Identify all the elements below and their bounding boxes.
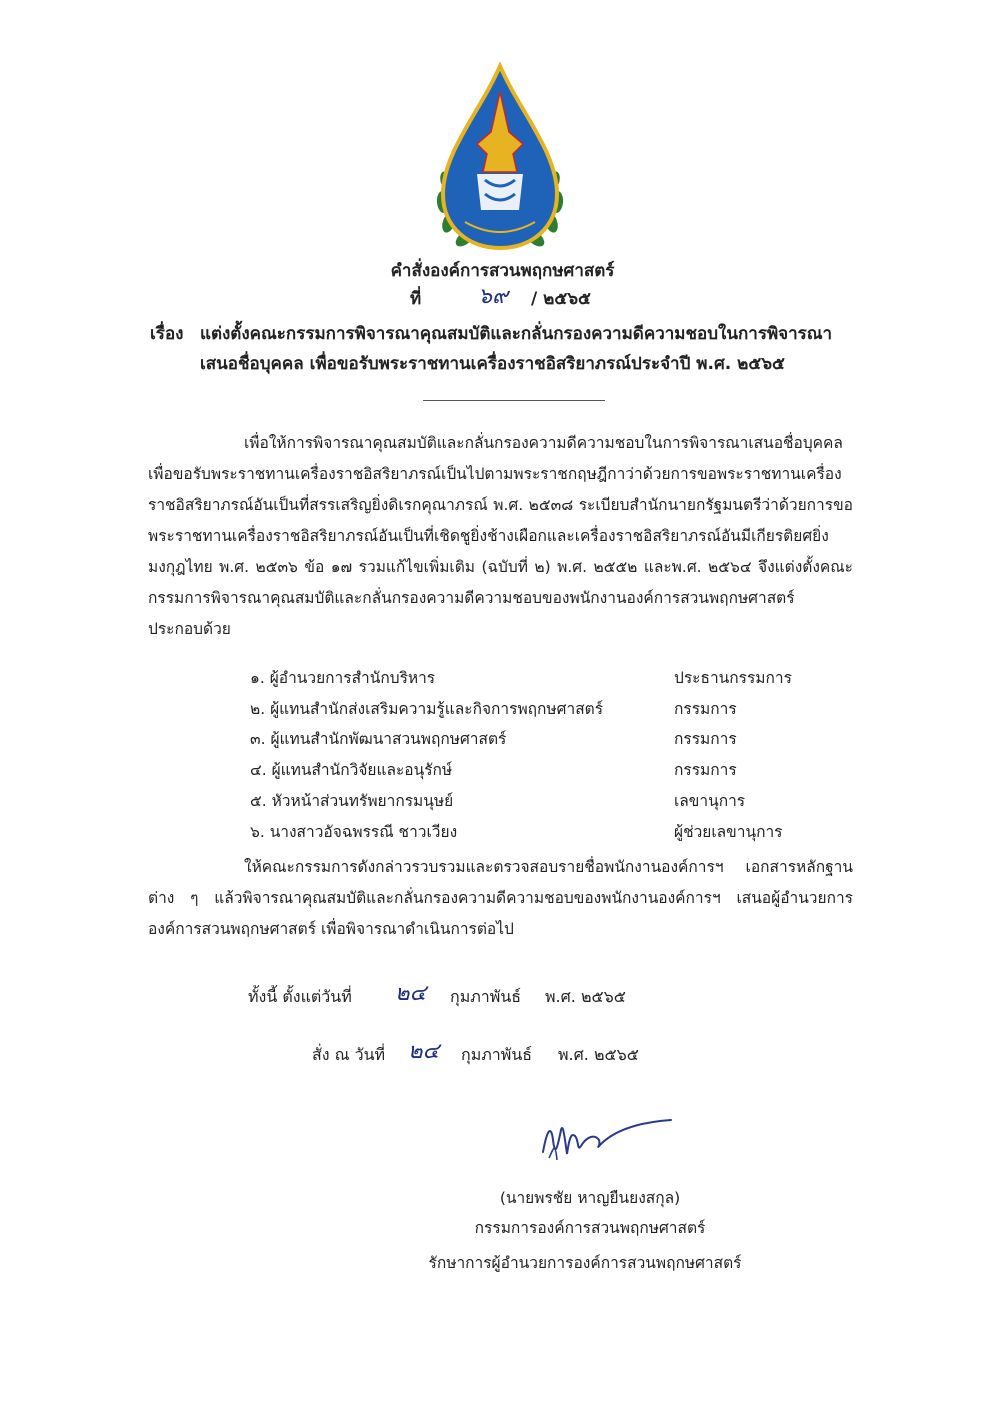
- organization-emblem-icon: [425, 62, 575, 252]
- member-name: ๔. ผู้แทนสำนักวิจัยและอนุรักษ์: [250, 761, 453, 780]
- signer-position-1: กรรมการองค์การสวนพฤกษศาสตร์: [474, 1219, 706, 1237]
- body-paragraph-2: [148, 852, 853, 945]
- list-item: [250, 662, 850, 693]
- body-paragraph-1: [148, 428, 853, 645]
- order-number-prefix: ที่: [410, 289, 422, 309]
- paragraph-1-text: เพื่อให้การพิจารณาคุณสมบัติและกลั่นกรองความดีความชอบในการพิจารณาเสนอชื่อบุคคล เพื่อขอรับพระราชทานเครื่องราชอิสริยาภรณ์เป็นไปตามพระราชกฤษฎีกาว่าด้วยการขอพระราชทานเครื่องราชอิสริยาภรณ์อันเป็นที่สรรเสริญยิ่งดิเรกคุณาภรณ์ พ.ศ. ๒๕๓๘ ระเบียบสำนักนายกรัฐมนตรีว่าด้วยการขอพระราชทานเครื่องราชอิสริยาภรณ์อันเป็นที่เชิดชูยิ่งช้างเผือกและเครื่องราชอิสริยาภรณ์อันมีเกียรติยศยิ่งมงกุฎไทย พ.ศ. ๒๕๓๖ ข้อ ๑๗ รวมแก้ไขเพิ่มเติม (ฉบับที่ ๒) พ.ศ. ๒๕๕๒ และพ.ศ. ๒๕๖๔ จึงแต่งตั้งคณะกรรมการพิจารณาคุณสมบัติและกลั่นกรองความดีความชอบของพนักงานองค์การสวนพฤกษศาสตร์ ประกอบด้วย: [148, 434, 853, 638]
- member-name: ๕. หัวหน้าส่วนทรัพยากรมนุษย์: [250, 792, 454, 811]
- paragraph-2-text: ให้คณะกรรมการดังกล่าวรวบรวมและตรวจสอบรายชื่อพนักงานองค์การฯ เอกสารหลักฐานต่าง ๆ แล้วพิจารณาคุณสมบัติและกลั่นกรองความดีความชอบของพนักงานองค์การฯ เสนอผู้อำนวยการองค์การสวนพฤกษศาสตร์ เพื่อพิจารณาดำเนินการต่อไป: [148, 858, 853, 938]
- member-name: ๒. ผู้แทนสำนักส่งเสริมความรู้และกิจการพฤกษศาสตร์: [250, 699, 604, 718]
- effective-day: ๒๔: [395, 981, 427, 1006]
- committee-list: [250, 662, 850, 847]
- ordered-prefix: สั่ง ณ วันที่: [312, 1045, 386, 1064]
- order-year: / ๒๕๖๕: [531, 289, 591, 309]
- member-name: ๖. นางสาวอัจฉพรรณี ชาวเวียง: [250, 822, 458, 841]
- list-item: [250, 785, 850, 816]
- list-item: [250, 693, 850, 724]
- member-role: กรรมการ: [674, 730, 737, 749]
- handwritten-signature-icon: [535, 1110, 675, 1170]
- member-role: ประธานกรรมการ: [674, 668, 792, 687]
- list-item: [250, 724, 850, 755]
- signer-name: (นายพรชัย หาญยืนยงสกุล): [499, 1189, 681, 1207]
- header-divider: [423, 400, 605, 401]
- document-title: คำสั่งองค์การสวนพฤกษศาสตร์: [390, 261, 615, 281]
- member-role: กรรมการ: [674, 699, 737, 718]
- list-item: [250, 816, 850, 847]
- member-role: ผู้ช่วยเลขานุการ: [674, 822, 783, 841]
- ordered-year: พ.ศ. ๒๕๖๕: [558, 1045, 639, 1064]
- ordered-month: กุมภาพันธ์: [461, 1045, 533, 1064]
- subject-label: เรื่อง: [150, 324, 184, 344]
- effective-month: กุมภาพันธ์: [450, 987, 522, 1006]
- member-role: เลขานุการ: [674, 792, 746, 811]
- member-name: ๑. ผู้อำนวยการสำนักบริหาร: [250, 668, 436, 687]
- ordered-day: ๒๔: [408, 1039, 440, 1064]
- member-role: กรรมการ: [674, 761, 737, 780]
- effective-year: พ.ศ. ๒๕๖๕: [545, 987, 626, 1006]
- effective-prefix: ทั้งนี้ ตั้งแต่วันที่: [248, 987, 352, 1006]
- list-item: [250, 754, 850, 785]
- subject-line-2: เสนอชื่อบุคคล เพื่อขอรับพระราชทานเครื่องราชอิสริยาภรณ์ประจำปี พ.ศ. ๒๕๖๕: [200, 354, 785, 374]
- member-name: ๓. ผู้แทนสำนักพัฒนาสวนพฤกษศาสตร์: [250, 730, 507, 749]
- subject-line-1: แต่งตั้งคณะกรรมการพิจารณาคุณสมบัติและกลั่นกรองความดีความชอบในการพิจารณา: [200, 324, 833, 344]
- order-number: ๖๙: [478, 284, 509, 309]
- signer-position-2: รักษาการผู้อำนวยการองค์การสวนพฤกษศาสตร์: [428, 1254, 742, 1272]
